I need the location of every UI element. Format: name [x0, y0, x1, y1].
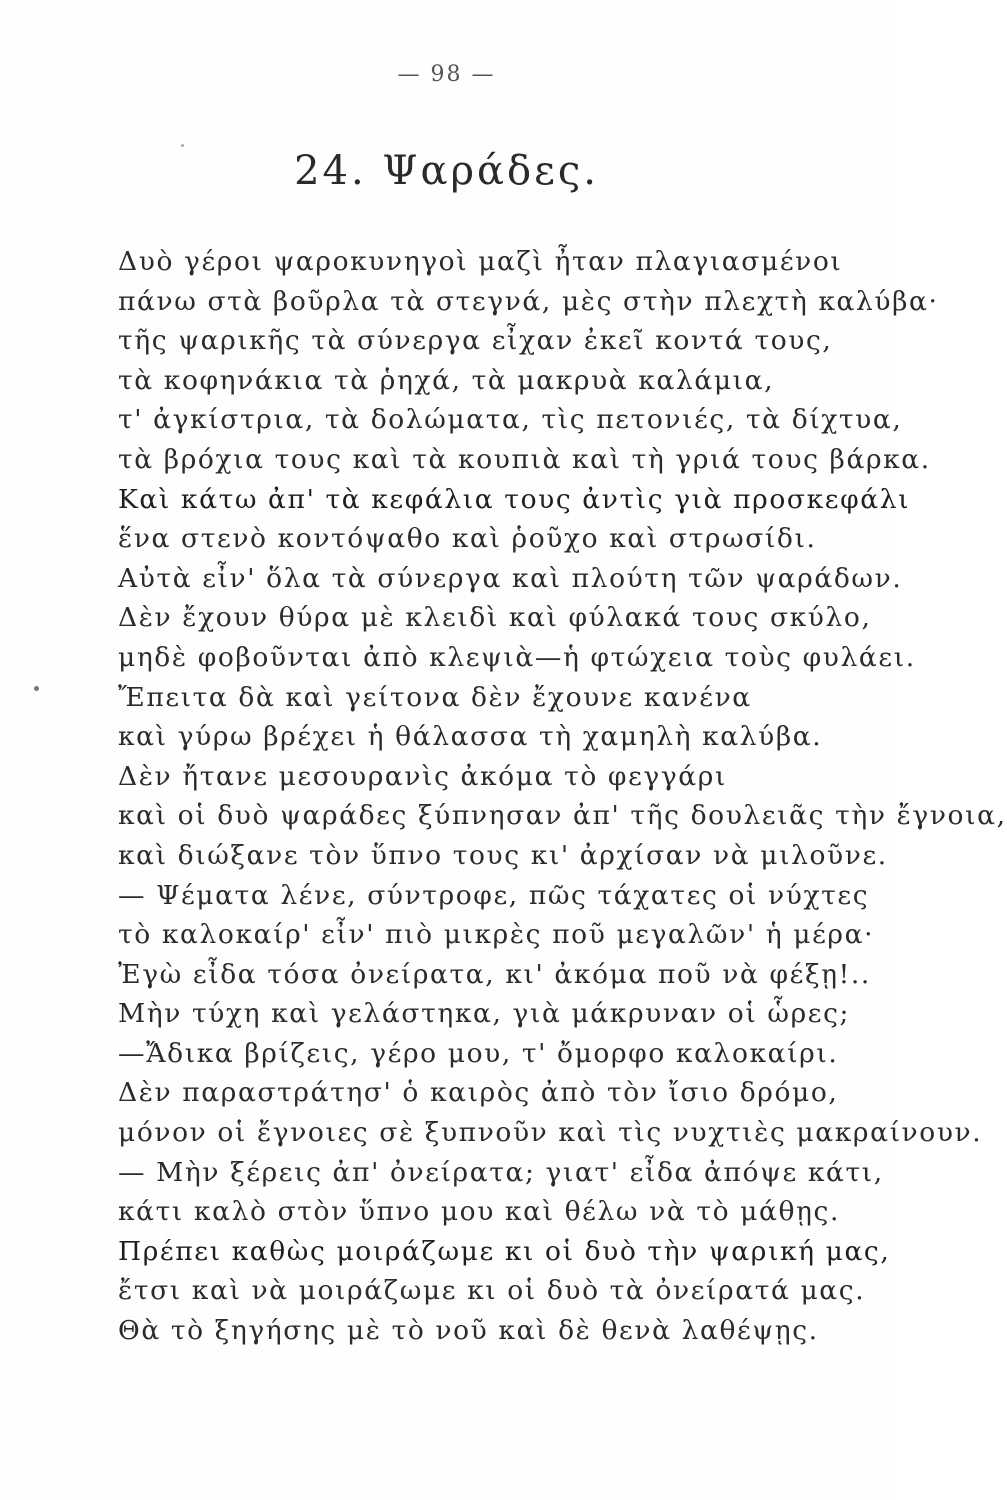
poem-line: Καὶ κάτω ἀπ' τὰ κεφάλια τους ἀντὶς γιὰ προσκεφάλι	[118, 483, 911, 515]
poem-line: Θὰ τὸ ξηγήσης μὲ τὸ νοῦ καὶ δὲ θενὰ λαθέψῃς.	[118, 1315, 819, 1347]
poem-line: τ' ἀγκίστρια, τὰ δολώματα, τὶς πετονιές, τὰ δίχτυα,	[118, 404, 903, 436]
poem-line: μηδὲ φοβοῦνται ἀπὸ κλεψιὰ—ἡ φτώχεια τοὺς φυλάει.	[118, 641, 916, 673]
poem-text	[118, 242, 1007, 1351]
poem-line: Πρέπει καθὼς μοιράζωμε κι οἱ δυὸ τὴν ψαρική μας,	[118, 1235, 891, 1267]
poem-line: τὸ καλοκαίρ' εἶν' πιὸ μικρὲς ποῦ μεγαλῶν' ἡ μέρα·	[118, 919, 875, 951]
page-number: — 98 —	[397, 62, 496, 87]
poem-line: Δὲν ἤτανε μεσουρανὶς ἀκόμα τὸ φεγγάρι	[118, 760, 727, 792]
poem-line: Μὴν τύχη καὶ γελάστηκα, γιὰ μάκρυναν οἱ ὧρες;	[118, 998, 851, 1030]
poem-line: — Μὴν ξέρεις ἀπ' ὀνείρατα; γιατ' εἶδα ἀπόψε κάτι,	[118, 1156, 884, 1188]
poem-line: Δὲν παραστράτησ' ὁ καιρὸς ἀπὸ τὸν ἴσιο δρόμο,	[118, 1077, 839, 1109]
poem-line: Ἐγὼ εἶδα τόσα ὀνείρατα, κι' ἀκόμα ποῦ νὰ φέξῃ!..	[118, 958, 871, 990]
poem-line: καὶ διώξανε τὸν ὕπνο τους κι' ἀρχίσαν νὰ μιλοῦνε.	[118, 839, 888, 871]
poem-line: τὰ κοφηνάκια τὰ ῥηχά, τὰ μακρυὰ καλάμια,	[118, 364, 775, 396]
poem-line: τὰ βρόχια τους καὶ τὰ κουπιὰ καὶ τὴ γριά τους βάρκα.	[118, 443, 931, 475]
ink-speck	[181, 144, 184, 147]
poem-line: Δὲν ἔχουν θύρα μὲ κλειδὶ καὶ φύλακά τους σκύλο,	[118, 602, 872, 634]
poem-line: πάνω στὰ βοῦρλα τὰ στεγνά, μὲς στὴν πλεχτὴ καλύβα·	[118, 285, 939, 317]
poem-line: ἕνα στενὸ κοντόψαθο καὶ ῥοῦχο καὶ στρωσίδι.	[118, 523, 817, 555]
poem-line: καὶ γύρω βρέχει ἡ θάλασσα τὴ χαμηλὴ καλύβα.	[118, 721, 823, 753]
poem-line: κάτι καλὸ στὸν ὕπνο μου καὶ θέλω νὰ τὸ μάθῃς.	[118, 1196, 840, 1228]
poem-line: ἔτσι καὶ νὰ μοιράζωμε κι οἱ δυὸ τὰ ὀνείρατά μας.	[118, 1275, 866, 1307]
poem-line: —Ἄδικα βρίζεις, γέρο μου, τ' ὄμορφο καλοκαίρι.	[118, 1037, 839, 1069]
poem-line: Δυὸ γέροι ψαροκυνηγοὶ μαζὶ ἦταν πλαγιασμένοι	[118, 246, 843, 277]
ink-speck	[34, 686, 39, 691]
poem-line: Αὐτὰ εἶν' ὅλα τὰ σύνεργα καὶ πλούτη τῶν ψαράδων.	[118, 562, 903, 594]
poem-line: μόνον οἱ ἔγνοιες σὲ ξυπνοῦν καὶ τὶς νυχτιὲς μακραίνουν.	[118, 1117, 983, 1149]
poem-line: καὶ οἱ δυὸ ψαράδες ξύπνησαν ἀπ' τῆς δουλειᾶς τὴν ἔγνοια,	[118, 800, 1007, 832]
poem-line: — Ψέματα λένε, σύντροφε, πῶς τάχατες οἱ νύχτες	[118, 879, 870, 911]
poem-line: Ἔπειτα δὰ καὶ γείτονα δὲν ἔχουνε κανένα	[118, 681, 752, 713]
poem-title: 24. Ψαράδες.	[294, 148, 599, 194]
poem-line: τῆς ψαρικῆς τὰ σύνεργα εἶχαν ἐκεῖ κοντά τους,	[118, 325, 833, 357]
